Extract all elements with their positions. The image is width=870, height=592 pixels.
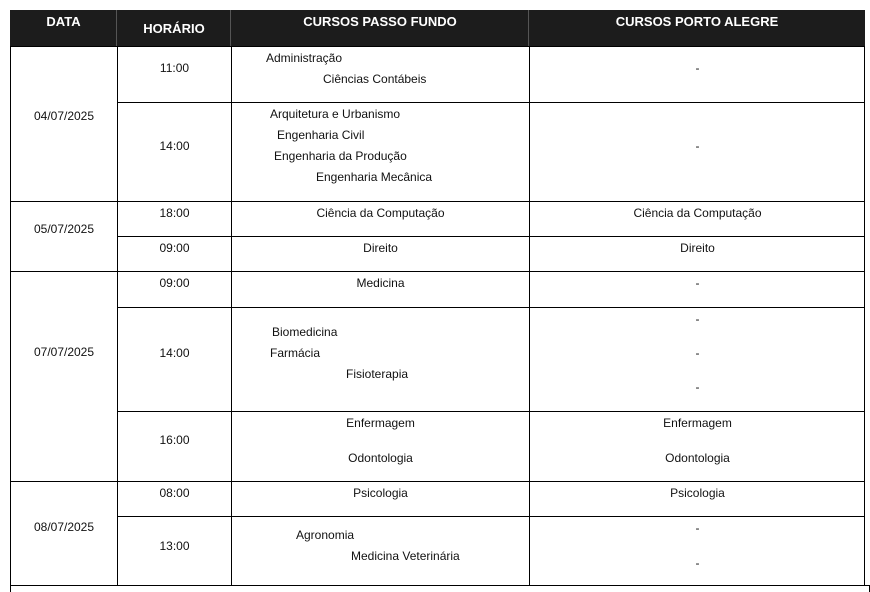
course-name: Enfermagem [663,416,732,430]
passo-fundo-cell [231,271,529,307]
porto-alegre-cell [529,102,865,201]
course-name: - [695,346,700,360]
course-name: Direito [680,241,715,255]
time-value: 16:00 [159,433,190,447]
course-name: - [695,380,700,394]
header-porto-alegre-label: CURSOS PORTO ALEGRE [615,14,779,29]
course-name: Medicina Veterinária [351,549,460,563]
table-bottom-border [10,585,870,586]
time-cell [117,411,231,481]
time-cell [117,102,231,201]
date-cell [10,201,117,271]
course-name: Ciência da Computação [316,206,445,220]
course-name: Arquitetura e Urbanismo [270,107,401,121]
course-name: Biomedicina [272,325,338,339]
course-name: - [695,61,700,75]
course-name: Engenharia Mecânica [316,170,433,184]
passo-fundo-cell [231,481,529,516]
course-name: Direito [363,241,398,255]
date-value: 08/07/2025 [33,520,95,534]
table-right-border [864,46,865,586]
course-name: - [695,521,700,535]
porto-alegre-cell [529,516,865,586]
porto-alegre-cell [529,236,865,271]
course-name: Administração [266,51,343,65]
table-left-border-lower [10,585,11,592]
porto-alegre-cell [529,201,865,236]
time-cell [117,46,231,102]
course-name: Farmácia [270,346,321,360]
course-name: Ciência da Computação [633,206,762,220]
time-cell [117,236,231,271]
course-name: Enfermagem [346,416,415,430]
course-name: Odontologia [665,451,730,465]
passo-fundo-cell [231,46,529,102]
time-value: 09:00 [159,276,190,290]
course-name: Odontologia [348,451,413,465]
header-porto-alegre [529,10,865,46]
passo-fundo-cell [231,102,529,201]
date-value: 07/07/2025 [33,345,95,359]
header-passo-fundo-label: CURSOS PASSO FUNDO [303,14,457,29]
course-name: Psicologia [670,486,725,500]
course-name: Ciências Contábeis [323,72,427,86]
time-value: 13:00 [159,539,190,553]
time-cell [117,516,231,586]
porto-alegre-cell [529,271,865,307]
date-cell [10,481,117,586]
course-name: Psicologia [353,486,408,500]
date-cell [10,46,117,201]
header-horario-label: HORÁRIO [143,21,205,36]
time-value: 08:00 [159,486,190,500]
porto-alegre-cell [529,307,865,411]
course-name: - [695,312,700,326]
time-cell [117,201,231,236]
time-value: 11:00 [159,61,190,75]
passo-fundo-cell [231,307,529,411]
time-value: 09:00 [159,241,190,255]
date-cell [10,271,117,481]
course-name: Engenharia da Produção [274,149,407,163]
porto-alegre-cell [529,46,865,102]
time-value: 14:00 [159,346,190,360]
course-name: - [695,276,700,290]
time-cell [117,307,231,411]
date-value: 05/07/2025 [33,222,95,236]
porto-alegre-cell [529,411,865,481]
course-name: - [695,556,700,570]
header-passo-fundo [231,10,529,46]
time-cell [117,481,231,516]
header-horario [117,10,231,46]
porto-alegre-cell [529,481,865,516]
course-name: Engenharia Civil [277,128,365,142]
passo-fundo-cell [231,201,529,236]
passo-fundo-cell [231,236,529,271]
date-value: 04/07/2025 [33,109,95,123]
course-name: Medicina [356,276,405,290]
course-name: - [695,139,700,153]
course-name: Fisioterapia [346,367,409,381]
header-data [10,10,117,46]
time-value: 18:00 [159,206,190,220]
course-name: Agronomia [296,528,355,542]
passo-fundo-cell [231,516,529,586]
time-cell [117,271,231,307]
passo-fundo-cell [231,411,529,481]
header-data-label: DATA [46,14,81,29]
time-value: 14:00 [159,139,190,153]
